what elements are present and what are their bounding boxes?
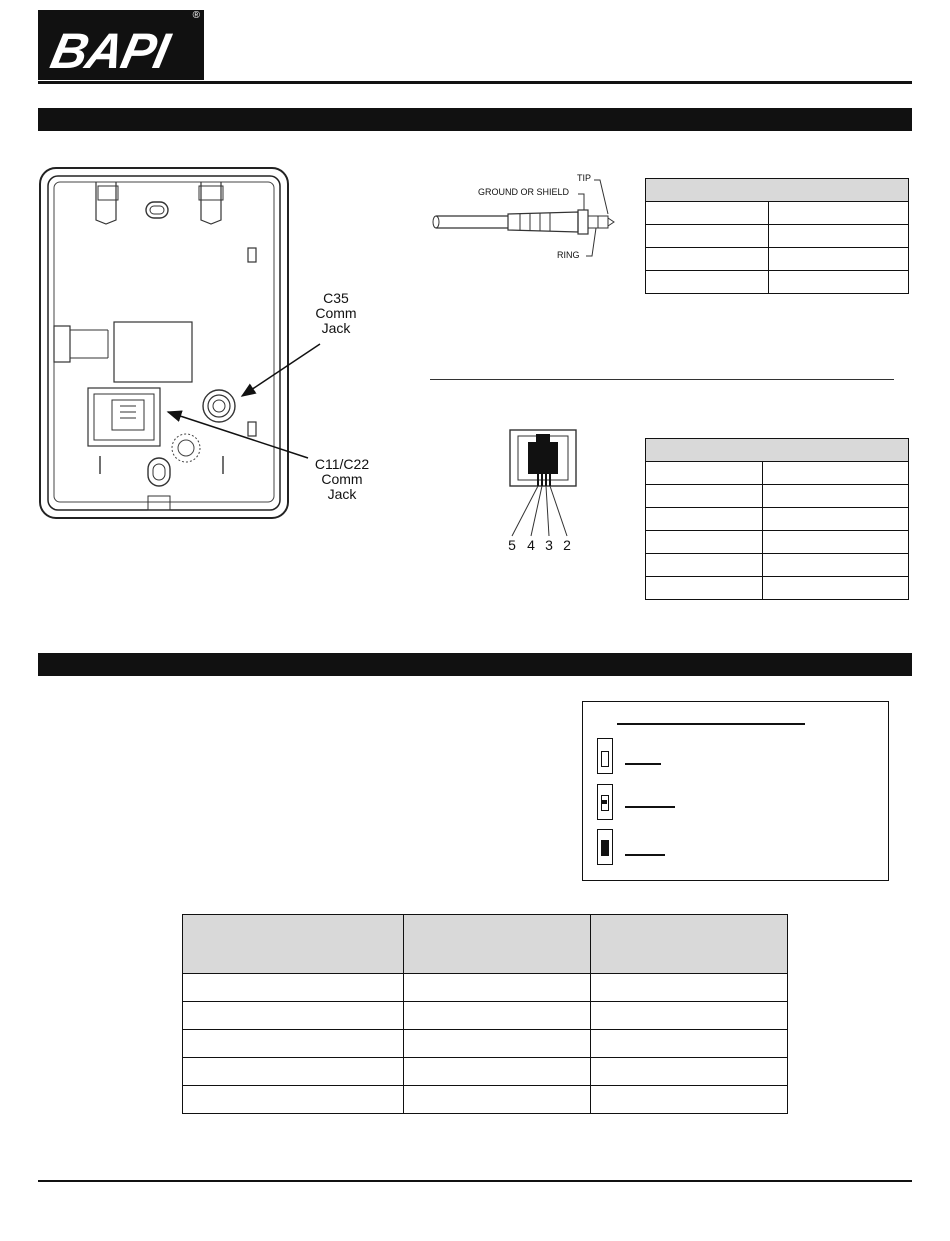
table-row bbox=[183, 1058, 788, 1086]
switch-box-title-rule bbox=[617, 723, 805, 725]
table-cell bbox=[646, 531, 763, 554]
table-cell bbox=[769, 225, 909, 248]
table-header-row bbox=[646, 439, 909, 462]
table-row bbox=[183, 974, 788, 1002]
switch-icon bbox=[597, 738, 613, 774]
plug-ring-label: RING bbox=[557, 250, 580, 260]
table-cell bbox=[646, 554, 763, 577]
rj-pin-label: 4 bbox=[527, 537, 535, 553]
table-row bbox=[646, 271, 909, 294]
plug-drawing bbox=[430, 172, 620, 262]
table-cell bbox=[404, 1086, 591, 1114]
table-cell bbox=[183, 1030, 404, 1058]
c11-label-line: Jack bbox=[327, 486, 357, 502]
table-row bbox=[646, 248, 909, 271]
c35-label-line: C35 bbox=[323, 290, 349, 306]
table-cell bbox=[763, 577, 909, 600]
rj-jack-drawing bbox=[500, 424, 590, 544]
registered-mark: ® bbox=[192, 10, 200, 21]
plug-ground-label: GROUND OR SHIELD bbox=[478, 187, 570, 197]
table-cell bbox=[646, 485, 763, 508]
rj-pin-label: 2 bbox=[563, 537, 571, 553]
table-cell bbox=[646, 508, 763, 531]
c11-callout-label bbox=[302, 457, 382, 502]
switch-knob-icon bbox=[601, 751, 609, 767]
table-cell bbox=[404, 1030, 591, 1058]
section-bar-settings bbox=[38, 653, 912, 676]
switch-label-rule bbox=[625, 806, 675, 808]
table-cell bbox=[646, 225, 769, 248]
table-cell bbox=[763, 531, 909, 554]
section-separator bbox=[430, 379, 894, 380]
table-row bbox=[183, 1030, 788, 1058]
table-cell bbox=[591, 1086, 788, 1114]
table-cell bbox=[404, 1058, 591, 1086]
table-row bbox=[646, 225, 909, 248]
table-header-row bbox=[183, 915, 788, 974]
switch-knob-icon bbox=[601, 840, 609, 856]
table-cell bbox=[183, 974, 404, 1002]
table-cell bbox=[591, 1058, 788, 1086]
table-header-cell bbox=[183, 915, 404, 974]
rj-table bbox=[645, 438, 909, 600]
table-cell bbox=[591, 1002, 788, 1030]
c35-callout-label bbox=[306, 291, 366, 336]
table-cell bbox=[763, 554, 909, 577]
table-cell bbox=[183, 1058, 404, 1086]
table-cell bbox=[646, 462, 763, 485]
table-row bbox=[646, 485, 909, 508]
table-cell bbox=[763, 485, 909, 508]
switch-icon bbox=[597, 829, 613, 865]
table-row bbox=[646, 202, 909, 225]
table-cell bbox=[646, 248, 769, 271]
table-header-cell bbox=[646, 179, 909, 202]
plug-table bbox=[645, 178, 909, 294]
switch-icon bbox=[597, 784, 613, 820]
table-cell bbox=[404, 1002, 591, 1030]
switch-knob-mark-icon bbox=[602, 800, 607, 804]
table-row bbox=[183, 1002, 788, 1030]
table-cell bbox=[183, 1002, 404, 1030]
bapi-logo bbox=[38, 10, 204, 80]
c11-label-line: Comm bbox=[321, 471, 363, 487]
switch-settings-box bbox=[582, 701, 889, 881]
table-cell bbox=[183, 1086, 404, 1114]
table-cell bbox=[591, 1030, 788, 1058]
footer-rule bbox=[38, 1180, 912, 1182]
table-header-cell bbox=[591, 915, 788, 974]
section-bar-jacks bbox=[38, 108, 912, 131]
table-row bbox=[183, 1086, 788, 1114]
logo-text: BAPI bbox=[46, 23, 174, 79]
c35-label-line: Comm bbox=[315, 305, 357, 321]
table-cell bbox=[646, 271, 769, 294]
table-cell bbox=[769, 271, 909, 294]
table-row bbox=[646, 577, 909, 600]
table-row bbox=[646, 531, 909, 554]
table-cell bbox=[591, 974, 788, 1002]
table-cell bbox=[646, 577, 763, 600]
c35-label-line: Jack bbox=[321, 320, 351, 336]
table-cell bbox=[763, 462, 909, 485]
table-row bbox=[646, 554, 909, 577]
table-header-row bbox=[646, 179, 909, 202]
table-cell bbox=[763, 508, 909, 531]
table-cell bbox=[646, 202, 769, 225]
table-row bbox=[646, 462, 909, 485]
plug-tip-label: TIP bbox=[577, 173, 592, 183]
table-cell bbox=[404, 974, 591, 1002]
header-rule bbox=[38, 81, 912, 84]
switch-label-rule bbox=[625, 763, 661, 765]
c11-label-line: C11/C22 bbox=[314, 456, 370, 472]
switch-label-rule bbox=[625, 854, 665, 856]
table-row bbox=[646, 508, 909, 531]
rj-pin-label: 3 bbox=[545, 537, 553, 553]
table-cell bbox=[769, 202, 909, 225]
table-cell bbox=[769, 248, 909, 271]
rj-pin-label: 5 bbox=[508, 537, 516, 553]
settings-table bbox=[182, 914, 788, 1114]
table-header-cell bbox=[646, 439, 909, 462]
table-header-cell bbox=[404, 915, 591, 974]
